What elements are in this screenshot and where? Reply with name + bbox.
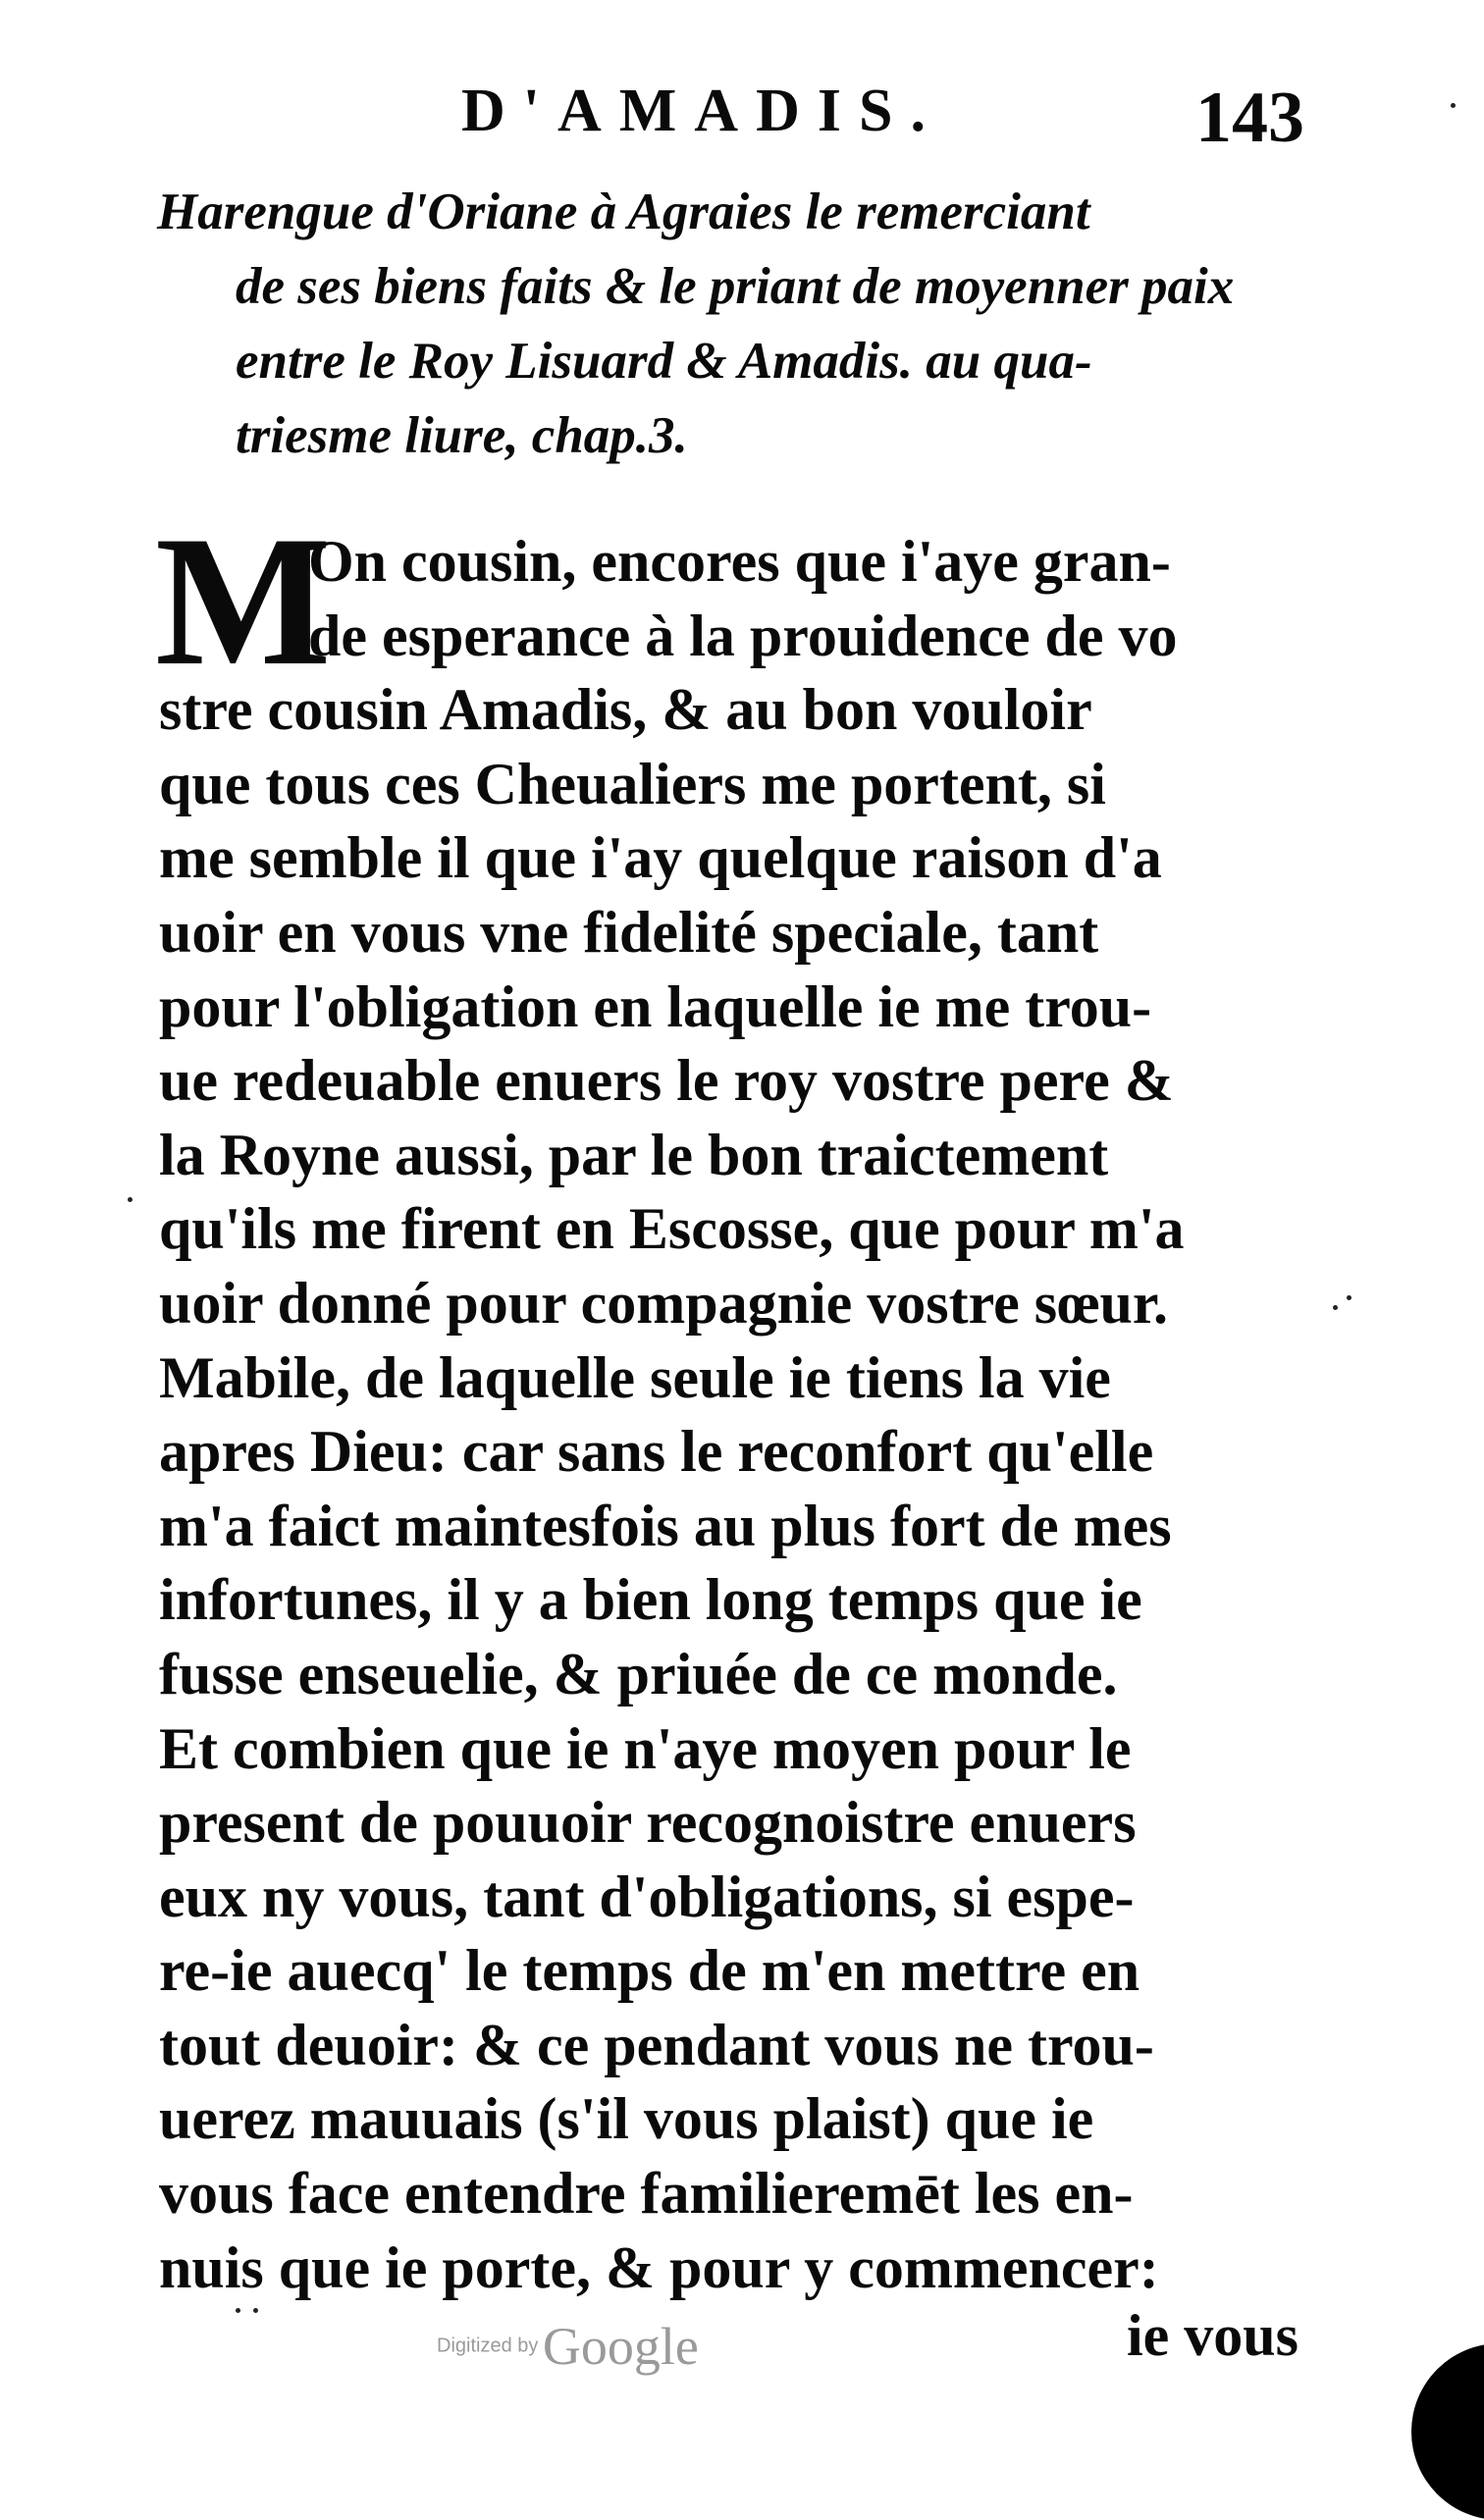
google-logo: Google [542, 2317, 699, 2376]
ink-speck [1347, 1295, 1352, 1300]
ink-speck [1333, 1305, 1338, 1310]
text-line: present de pouuoir recognoistre enuers [159, 1790, 1137, 1856]
chapter-heading [157, 175, 1325, 473]
scan-edge-shadow [1411, 2343, 1484, 2520]
running-title: D'AMADIS. [461, 78, 943, 144]
body-text [159, 525, 1337, 2305]
text-line: me semble il que i'ay quelque raison d'a [159, 825, 1162, 891]
text-line: Et combien que ie n'aye moyen pour le [159, 1715, 1132, 1781]
heading-line: entre le Roy Lisuard & Amadis. au qua- [236, 333, 1092, 390]
text-line: qu'ils me firent en Escosse, que pour m'a [159, 1196, 1185, 1262]
text-line: apres Dieu: car sans le reconfort qu'elle [159, 1419, 1154, 1485]
drop-cap: M [155, 499, 332, 705]
google-watermark [437, 2316, 699, 2377]
heading-line: Harengue d'Oriane à Agraies le remerciant [157, 184, 1090, 240]
page-header [0, 77, 1484, 158]
text-line: pour l'obligation en laquelle ie me trou- [159, 973, 1152, 1039]
ink-speck [128, 1197, 132, 1202]
text-line: uerez mauuais (s'il vous plaist) que ie [159, 2086, 1094, 2152]
heading-line: triesme liure, chap.3. [236, 407, 688, 464]
text-line: re-ie auecq' le temps de m'en mettre en [159, 1938, 1140, 2004]
text-line: de esperance à la prouidence de vo [308, 603, 1178, 668]
text-line: ue redeuable enuers le roy vostre pere & [159, 1048, 1174, 1114]
ink-speck [236, 2308, 240, 2313]
watermark-prefix: Digitized by [437, 2335, 539, 2357]
heading-line: de ses biens faits & le priant de moyenner paix [236, 258, 1235, 315]
ink-speck [1451, 103, 1456, 108]
text-line: uoir en vous vne fidelité speciale, tant [159, 899, 1099, 965]
text-line: la Royne aussi, par le bon traictement [159, 1122, 1109, 1187]
text-line: m'a faict maintesfois au plus fort de mes [159, 1493, 1172, 1558]
text-line: que tous ces Cheualiers me portent, si [159, 751, 1106, 816]
text-line: Mabile, de laquelle seule ie tiens la vie [159, 1344, 1111, 1410]
text-line: fusse enseuelie, & priuée de ce monde. [159, 1641, 1118, 1706]
ink-speck [253, 2308, 258, 2313]
text-line: infortunes, il y a bien long temps que ie [159, 1567, 1142, 1633]
page-number: 143 [1195, 78, 1304, 158]
text-line: nuis que ie porte, & pour y commencer: [159, 2234, 1159, 2300]
catchword: ie vous [1127, 2303, 1299, 2368]
text-line: tout deuoir: & ce pendant vous ne trou- [159, 2012, 1154, 2077]
text-line: eux ny vous, tant d'obligations, si espe- [159, 1864, 1135, 1929]
text-line: uoir donné pour compagnie vostre sœur. [159, 1270, 1168, 1336]
text-line: vous face entendre familieremēt les en- [159, 2161, 1134, 2227]
text-line: stre cousin Amadis, & au bon vouloir [159, 677, 1092, 743]
text-line: On cousin, encores que i'aye gran- [308, 529, 1171, 594]
